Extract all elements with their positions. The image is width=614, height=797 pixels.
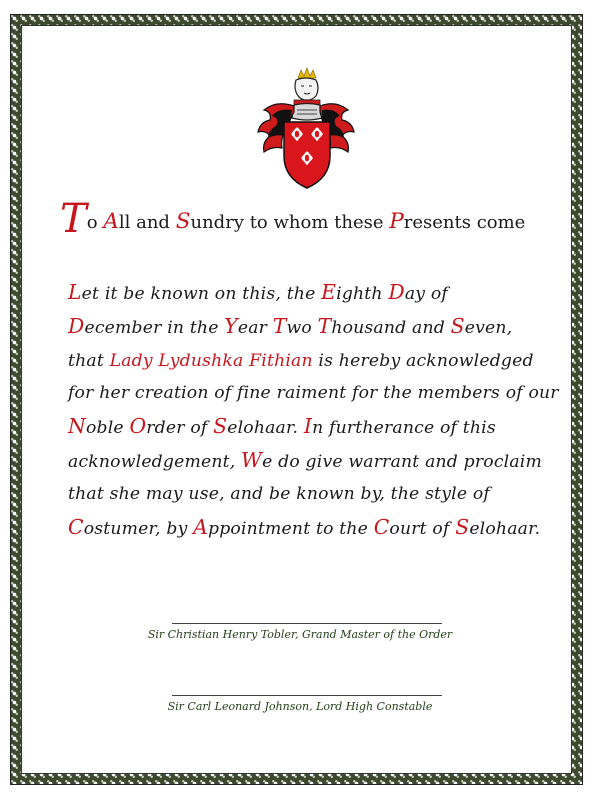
proclamation-line [68,478,548,510]
signature-grand-master: Sir Christian Henry Tobler, Grand Master of the Order [147,628,453,641]
red-initial: O [129,413,147,438]
red-initial: D [68,314,85,339]
text-segment: ighth [336,284,389,304]
proclamation-line [68,511,548,545]
proclamation-line [68,377,559,409]
red-initial: N [68,413,86,438]
signature-line-1 [172,623,442,624]
red-initial: S [455,514,470,539]
text-segment: elohaar. [227,417,304,438]
red-initial: Y [224,314,238,339]
certificate-heading: To All and Sundry to whom these Presents come [60,196,526,242]
coat-of-arms [254,66,358,192]
heading-initial: T [60,196,87,242]
proclamation-line [68,310,548,344]
text-segment: oble [85,417,130,438]
signature-constable: Sir Carl Leonard Johnson, Lord High Constable [167,700,433,713]
red-initial: A [193,514,209,539]
text-segment: for her creation of fine raiment for the members of our [68,383,559,404]
text-segment: that she may use, and be known by, the style of [68,484,490,505]
proclamation-text [68,276,559,545]
red-initial: T [272,314,287,339]
red-initial: T [317,314,332,339]
text-segment: ostumer, by [83,518,194,539]
proclamation-line [68,345,548,377]
text-segment: ay of [404,284,448,304]
text-segment: et it be known on this, the [81,284,322,304]
text-segment: n furtherance of this [312,417,496,438]
signature-line-2 [172,695,442,696]
text-segment: ppointment to the [208,518,374,539]
text-segment: is hereby acknowledged [312,350,534,371]
text-segment: ear [237,318,273,339]
red-initial: C [373,514,390,539]
red-initial: Lady Lydushka Fithian [109,350,313,371]
red-initial: D [388,280,405,304]
red-initial: S [450,314,465,339]
text-segment: rder of [146,417,214,438]
text-segment: ourt of [389,518,456,539]
red-initial: I [303,413,313,438]
red-initial: C [68,514,84,539]
text-segment: e do give warrant and proclaim [262,452,542,473]
red-initial: E [321,280,337,304]
text-segment: elohaar. [469,518,541,539]
proclamation-line [68,276,548,310]
text-segment: wo [286,318,318,339]
proclamation-line [68,410,548,444]
red-initial: S [213,413,228,438]
text-segment: acknowledgement, [68,452,242,473]
text-segment: even, [464,318,513,339]
text-segment: ecember in the [84,318,225,339]
proclamation-line [68,444,548,478]
text-segment: that [68,350,110,371]
red-initial: L [68,280,82,304]
red-initial: W [241,448,263,473]
text-segment: housand and [331,318,451,339]
